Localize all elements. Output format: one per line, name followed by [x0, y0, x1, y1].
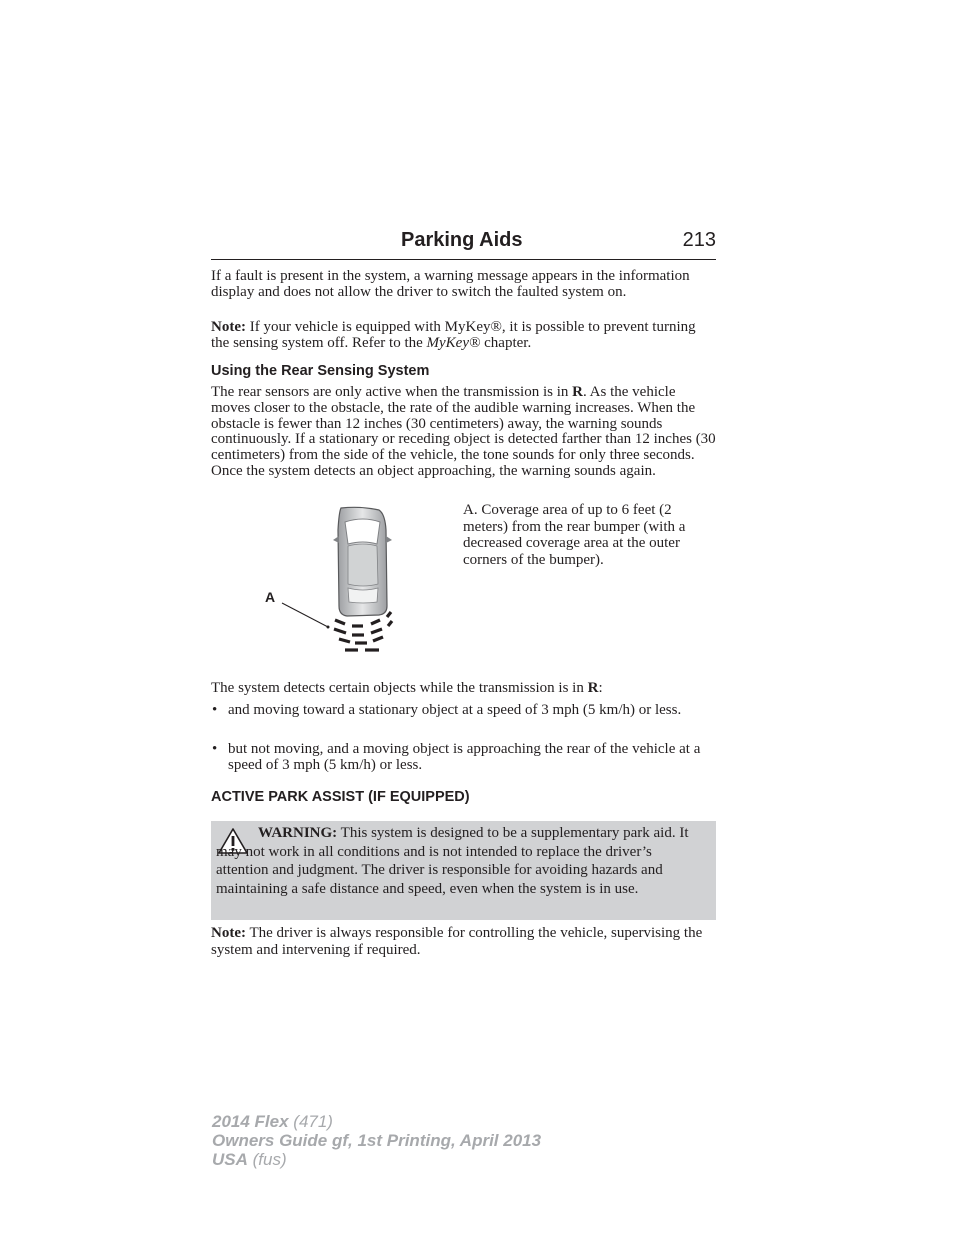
figure-caption: A. Coverage area of up to 6 feet (2 meters) from the rear bumper (with a decreased coverage area at the outer corners of the bumper). — [463, 502, 686, 568]
gear-r: R — [572, 384, 583, 400]
rear-sensing-heading: Using the Rear Sensing System — [211, 363, 430, 379]
driver-note — [211, 925, 716, 959]
footer-region-name: USA — [212, 1150, 248, 1169]
footer-model-name: 2014 Flex — [212, 1112, 289, 1131]
active-park-heading: ACTIVE PARK ASSIST (IF EQUIPPED) — [211, 789, 470, 805]
list-item — [211, 703, 716, 737]
note-text-2: chapter. — [480, 334, 532, 351]
note-label: Note: — [211, 319, 246, 335]
bullet-dot: • — [212, 741, 218, 757]
rear-sensor-coverage-figure — [255, 500, 405, 660]
warning-box — [211, 821, 716, 920]
mykey-note — [211, 320, 716, 351]
warning-label: WARNING: — [258, 825, 338, 841]
page-header — [211, 228, 716, 260]
bullet-dot: • — [212, 702, 218, 718]
list-item — [211, 742, 716, 776]
detects-intro-1: The system detects certain objects while the transmission is in — [211, 680, 588, 696]
footer-model-code: (471) — [288, 1112, 333, 1131]
rear-sensing-body — [211, 385, 716, 480]
detects-intro — [211, 681, 716, 697]
bullet-text: and moving toward a stationary object at a speed of 3 mph (5 km/h) or less. — [228, 702, 682, 718]
page-number: 213 — [682, 229, 716, 251]
rear-sensing-body-1: The rear sensors are only active when the transmission is in — [211, 384, 573, 400]
footer-region — [212, 1150, 287, 1170]
rear-sensing-body-2: . As the vehicle moves closer to the obstacle, the rate of the audible warning increases. When the obstacle is fewer than 12 inches (30 centimeters) away, the warning sounds continuously. If a stationary or receding object is detected farther than 12 inches (30 centimeters) from the side of the vehicle, the tone sounds for only three seconds. Once the system detects an object approaching, the warning sounds again. — [211, 384, 716, 479]
driver-note-text: The driver is always responsible for controlling the vehicle, supervising the system and intervening if required. — [211, 925, 703, 958]
driver-note-label: Note: — [211, 925, 246, 941]
footer-model — [212, 1112, 333, 1132]
figure-label-a: A — [265, 589, 276, 605]
warning-body: This system is designed to be a supplementary park aid. It may not work in all conditions and is not intended to replace the driver’s attention and judgment. The driver is responsible for avoiding hazards and maintaining a safe distance and speed, even when the system is in use. — [216, 825, 689, 897]
detects-intro-2: : — [598, 680, 603, 696]
fault-paragraph: If a fault is present in the system, a warning message appears in the information display and does not allow the driver to switch the faulted system on. — [211, 268, 690, 300]
note-text-1: If your vehicle is equipped with MyKey®, it is possible to prevent turning the sensing system off. Refer to the — [211, 319, 696, 351]
warning-text — [216, 824, 706, 898]
mykey-link-text: MyKey® — [426, 334, 481, 351]
footer-printing: Owners Guide gf, 1st Printing, April 2013 — [212, 1131, 542, 1150]
bullet-text: but not moving, and a moving object is approaching the rear of the vehicle at a speed of 3 mph (5 km/h) or less. — [228, 741, 701, 773]
footer-region-code: (fus) — [247, 1150, 287, 1169]
vehicle-top-view-icon — [255, 500, 405, 660]
section-title: Parking Aids — [401, 229, 523, 251]
detects-gear-r: R — [587, 680, 599, 696]
